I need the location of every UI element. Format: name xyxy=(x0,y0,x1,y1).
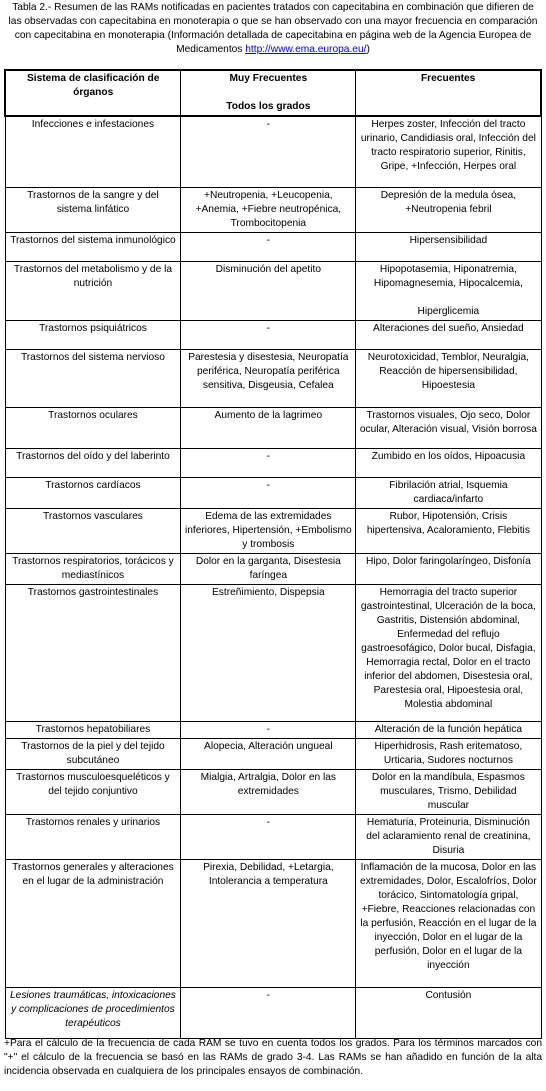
frequent-text: Hipo, Dolor faringolaríngeo, Disfonía xyxy=(365,555,531,567)
table-row xyxy=(5,407,541,448)
frequent-text: Inflamación de la mucosa, Dolor en las extremidades, Dolor, Escalofríos, Dolor torácico, Sintomatología gripal, +Fiebre, Reacciones relacionadas con la perfusión, Reacción en el lugar de la inyección, Dolor en el lugar de la perfusión, Dolor en el lugar de la inyección xyxy=(360,861,537,971)
organ-system-cell: Trastornos del sistema nervioso xyxy=(5,349,181,407)
frequent-text: Dolor en la mandíbula, Espasmos musculares, Trismo, Debilidad muscular xyxy=(371,771,525,811)
frequent-text: Depresión de la medula ósea, +Neutropenia febril xyxy=(380,189,517,215)
frequent-cell xyxy=(356,320,541,349)
footnote: +Para el cálculo de la frecuencia de cada RAM se tuvo en cuenta todos los grados. Para los términos marcados con "+" el cálculo de la frecuencia se basó en las RAMs de grado 3-4. Las RAMs se han añadido en función de la alta incidencia observada en cualquiera de los principales ensayos de combinación. xyxy=(4,1038,542,1077)
table-row xyxy=(5,859,541,987)
frequent-text-extra: Hiperglicemia xyxy=(417,305,480,317)
very-frequent-cell: - xyxy=(181,814,356,859)
caption-text: Tabla 2.- Resumen de las RAMs notificadas en pacientes tratados con capecitabina en combinación que difieren de las observadas con capecitabina en monoterapia o que se han observado con una mayor frecuencia en comparación con capecitabina en monoterapia (Información detallada de capecitabina en página web de la Agencia Europea de Medicamentos xyxy=(8,2,538,55)
organ-system-cell: Trastornos hepatobiliares xyxy=(5,721,181,738)
frequent-text: Trastornos visuales, Ojo seco, Dolor ocular, Alteración visual, Visión borrosa xyxy=(359,409,537,435)
table-row xyxy=(5,553,541,584)
frequent-cell xyxy=(356,508,541,553)
frequent-text: Hipopotasemia, Hiponatremia, Hipomagnesemia, Hipocalcemia, xyxy=(373,263,523,289)
table-row xyxy=(5,261,541,320)
frequent-cell xyxy=(356,859,541,987)
frequent-cell xyxy=(356,187,541,232)
table-row xyxy=(5,320,541,349)
organ-system-cell: Trastornos del metabolismo y de la nutrición xyxy=(5,261,181,320)
header-organ-system: Sistema de clasificación de órganos xyxy=(5,70,181,116)
very-frequent-cell: - xyxy=(181,320,356,349)
very-frequent-cell: Dolor en la garganta, Disestesia faríngea xyxy=(181,553,356,584)
table-row xyxy=(5,769,541,814)
frequent-cell xyxy=(356,584,541,721)
table-caption xyxy=(0,0,546,57)
frequent-text: Herpes zoster, Infección del tracto urinario, Candidiasis oral, Infección del tracto respiratorio superior, Rinitis, Gripe, +Infección, Herpes oral xyxy=(360,119,536,172)
table-row xyxy=(5,814,541,859)
organ-system-cell: Trastornos de la piel y del tejido subcutáneo xyxy=(5,738,181,769)
organ-system-cell: Trastornos vasculares xyxy=(5,508,181,553)
header-row xyxy=(5,70,541,116)
frequent-text: Hemorragia del tracto superior gastrointestinal, Ulceración de la boca, Gastritis, Distensión abdominal, Enfermedad del reflujo gastroesofágico, Dolor bucal, Disfagia, Hemorragia rectal, Dolor en el tracto inferior del abdomen, Disestesia oral, Parestesia oral, Hipoestesia oral, Molestia abdominal xyxy=(360,586,536,710)
organ-system-cell: Trastornos musculoesqueléticos y del tejido conjuntivo xyxy=(5,769,181,814)
table-row xyxy=(5,448,541,477)
organ-system-cell: Trastornos del sistema inmunológico xyxy=(5,232,181,261)
very-frequent-cell: Alopecia, Alteración ungueal xyxy=(181,738,356,769)
frequent-text: Neurotoxicidad, Temblor, Neuralgia, Reacción de hipersensibilidad, Hipoestesia xyxy=(367,351,529,391)
frequent-cell xyxy=(356,232,541,261)
table-row xyxy=(5,232,541,261)
frequent-text: Hiperhidrosis, Rash eritematoso, Urticaria, Sudores nocturnos xyxy=(374,740,523,766)
organ-system-cell: Trastornos renales y urinarios xyxy=(5,814,181,859)
very-frequent-cell: Edema de las extremidades inferiores, Hipertensión, +Embolismo y trombosis xyxy=(181,508,356,553)
frequent-text: Hematuria, Proteinuria, Disminución del aclaramiento renal de creatinina, Disuria xyxy=(366,816,531,856)
table-row xyxy=(5,584,541,721)
table-row xyxy=(5,349,541,407)
very-frequent-cell: Disminución del apetito xyxy=(181,261,356,320)
frequent-cell xyxy=(356,477,541,508)
frequent-text: Alteración de la función hepática xyxy=(374,723,523,735)
table-row xyxy=(5,508,541,553)
organ-system-cell: Trastornos del oído y del laberinto xyxy=(5,448,181,477)
table-row xyxy=(5,187,541,232)
frequent-cell xyxy=(356,261,541,320)
header-all-grades: Todos los grados xyxy=(226,101,311,112)
frequent-text: Hipersensibilidad xyxy=(409,234,488,246)
organ-system-cell: Trastornos gastrointestinales xyxy=(5,584,181,721)
very-frequent-cell: - xyxy=(181,448,356,477)
frequent-cell xyxy=(356,814,541,859)
very-frequent-cell: Parestesia y disestesia, Neuropatía periférica, Neuropatía periférica sensitiva, Disgeusia, Cefalea xyxy=(181,349,356,407)
ema-link[interactable]: http://www.ema.europa.eu/ xyxy=(245,44,367,55)
frequent-cell xyxy=(356,407,541,448)
organ-system-cell: Trastornos cardíacos xyxy=(5,477,181,508)
very-frequent-cell: Aumento de la lagrimeo xyxy=(181,407,356,448)
organ-system-cell: Infecciones e infestaciones xyxy=(5,116,181,187)
table-row xyxy=(5,738,541,769)
frequent-text: Zumbido en los oídos, Hipoacusia xyxy=(371,450,526,462)
table-row xyxy=(5,987,541,1038)
organ-system-cell: Trastornos psiquiátricos xyxy=(5,320,181,349)
very-frequent-cell: +Neutropenia, +Leucopenia, +Anemia, +Fiebre neutropénica, Trombocitopenia xyxy=(181,187,356,232)
frequent-text: Alteraciones del sueño, Ansiedad xyxy=(373,322,524,334)
frequent-text: Fibrilación atrial, Isquemia cardiaca/infarto xyxy=(389,479,508,505)
caption-close: ) xyxy=(366,44,370,55)
frequent-cell xyxy=(356,721,541,738)
very-frequent-cell: - xyxy=(181,721,356,738)
table-row xyxy=(5,721,541,738)
frequent-cell xyxy=(356,738,541,769)
frequent-cell xyxy=(356,448,541,477)
organ-system-cell: Lesiones traumáticas, intoxicaciones y complicaciones de procedimientos terapéuticos xyxy=(5,987,181,1038)
frequent-cell xyxy=(356,349,541,407)
header-very-frequent-label: Muy Frecuentes xyxy=(229,73,308,84)
organ-system-cell: Trastornos generales y alteraciones en el lugar de la administración xyxy=(5,859,181,987)
very-frequent-cell: Estreñimiento, Dispepsia xyxy=(181,584,356,721)
very-frequent-cell: Pirexia, Debilidad, +Letargia, Intolerancia a temperatura xyxy=(181,859,356,987)
frequent-text: Contusión xyxy=(425,989,472,1001)
table-row xyxy=(5,116,541,187)
very-frequent-cell: - xyxy=(181,116,356,187)
organ-system-cell: Trastornos de la sangre y del sistema linfático xyxy=(5,187,181,232)
organ-system-cell: Trastornos respiratorios, torácicos y mediastínicos xyxy=(5,553,181,584)
header-frequent: Frecuentes xyxy=(356,70,541,116)
very-frequent-cell: - xyxy=(181,987,356,1038)
frequent-cell xyxy=(356,769,541,814)
frequent-text: Rubor, Hipotensión, Crisis hipertensiva, Acaloramiento, Flebitis xyxy=(366,510,530,536)
adverse-reactions-table xyxy=(4,69,542,1039)
organ-system-cell: Trastornos oculares xyxy=(5,407,181,448)
table-row xyxy=(5,477,541,508)
very-frequent-cell: Mialgia, Artralgia, Dolor en las extremidades xyxy=(181,769,356,814)
frequent-cell xyxy=(356,987,541,1038)
table-body xyxy=(5,116,541,1038)
header-very-frequent xyxy=(181,70,356,116)
frequent-cell xyxy=(356,553,541,584)
frequent-cell xyxy=(356,116,541,187)
very-frequent-cell: - xyxy=(181,232,356,261)
very-frequent-cell: - xyxy=(181,477,356,508)
